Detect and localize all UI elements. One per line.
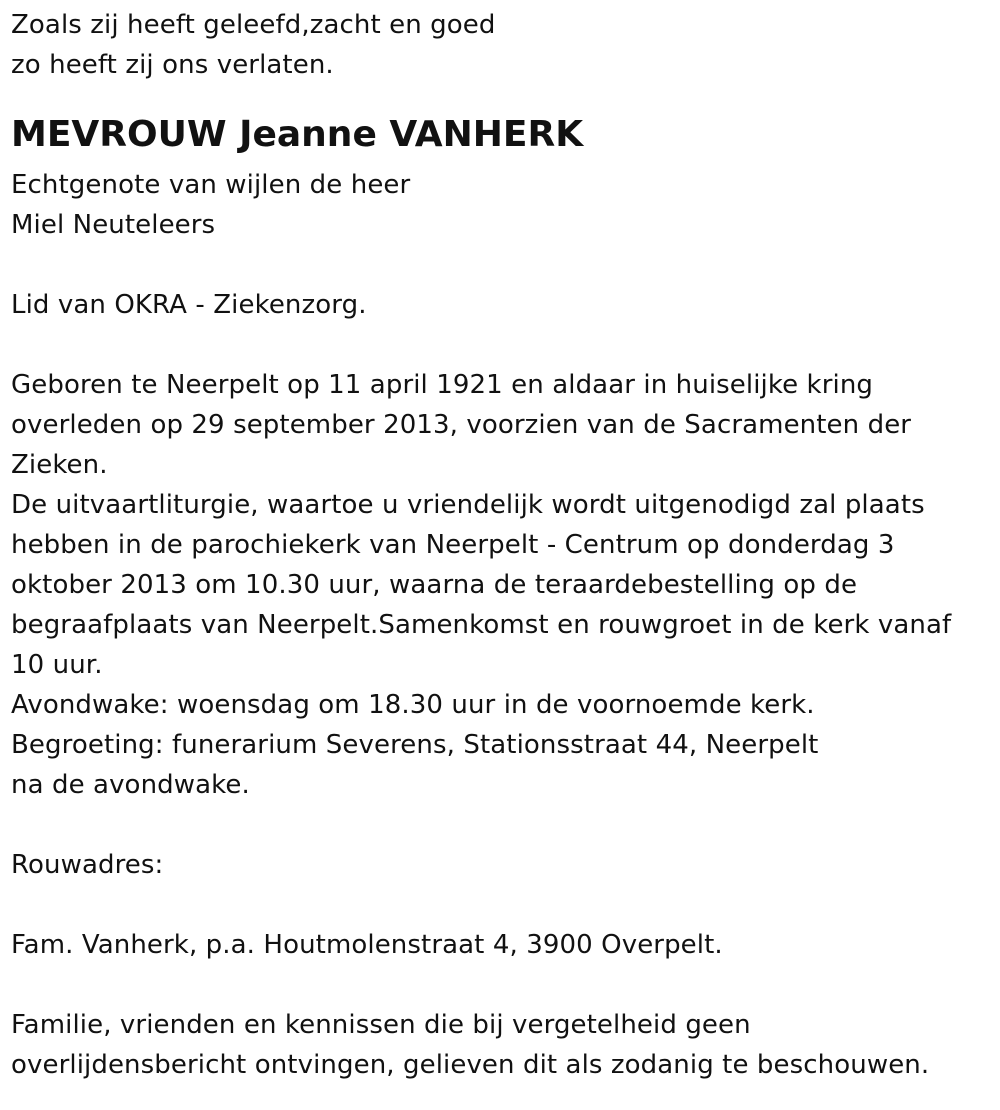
spouse-line-2: Miel Neuteleers [11, 210, 216, 240]
details-line: na de avondwake. [11, 770, 250, 800]
closing-line-1: Familie, vrienden en kennissen die bij vergetelheid geen [11, 1010, 751, 1040]
motto-line-1: Zoals zij heeft geleefd,zacht en goed [11, 10, 496, 40]
spacer [11, 245, 991, 285]
address-line: Fam. Vanherk, p.a. Houtmolenstraat 4, 3900 Overpelt. [11, 930, 723, 960]
motto-line-2: zo heeft zij ons verlaten. [11, 50, 334, 80]
details-line: Avondwake: woensdag om 18.30 uur in de voornoemde kerk. [11, 690, 815, 720]
address-label: Rouwadres: [11, 850, 164, 880]
obituary-notice [11, 5, 991, 1085]
details-line: overleden op 29 september 2013, voorzien van de Sacramenten der [11, 410, 912, 440]
spacer [11, 885, 991, 925]
details-line: De uitvaartliturgie, waartoe u vriendelijk wordt uitgenodigd zal plaats [11, 490, 925, 520]
details-line: 10 uur. [11, 650, 103, 680]
details-line: oktober 2013 om 10.30 uur, waarna de teraardebestelling op de [11, 570, 858, 600]
spacer [11, 805, 991, 845]
details-line: hebben in de parochiekerk van Neerpelt - Centrum op donderdag 3 [11, 530, 895, 560]
deceased-name: MEVROUW Jeanne VANHERK [11, 114, 584, 155]
spacer [11, 965, 991, 1005]
details-line: Geboren te Neerpelt op 11 april 1921 en aldaar in huiselijke kring [11, 370, 873, 400]
details-line: begraafplaats van Neerpelt.Samenkomst en rouwgroet in de kerk vanaf [11, 610, 952, 640]
closing-line-2: overlijdensbericht ontvingen, gelieven dit als zodanig te beschouwen. [11, 1050, 930, 1080]
spouse-line-1: Echtgenote van wijlen de heer [11, 170, 411, 200]
details-line: Begroeting: funerarium Severens, Stationsstraat 44, Neerpelt [11, 730, 819, 760]
spacer [11, 325, 991, 365]
details-line: Zieken. [11, 450, 108, 480]
membership-line: Lid van OKRA - Ziekenzorg. [11, 290, 367, 320]
spacer [11, 85, 991, 105]
